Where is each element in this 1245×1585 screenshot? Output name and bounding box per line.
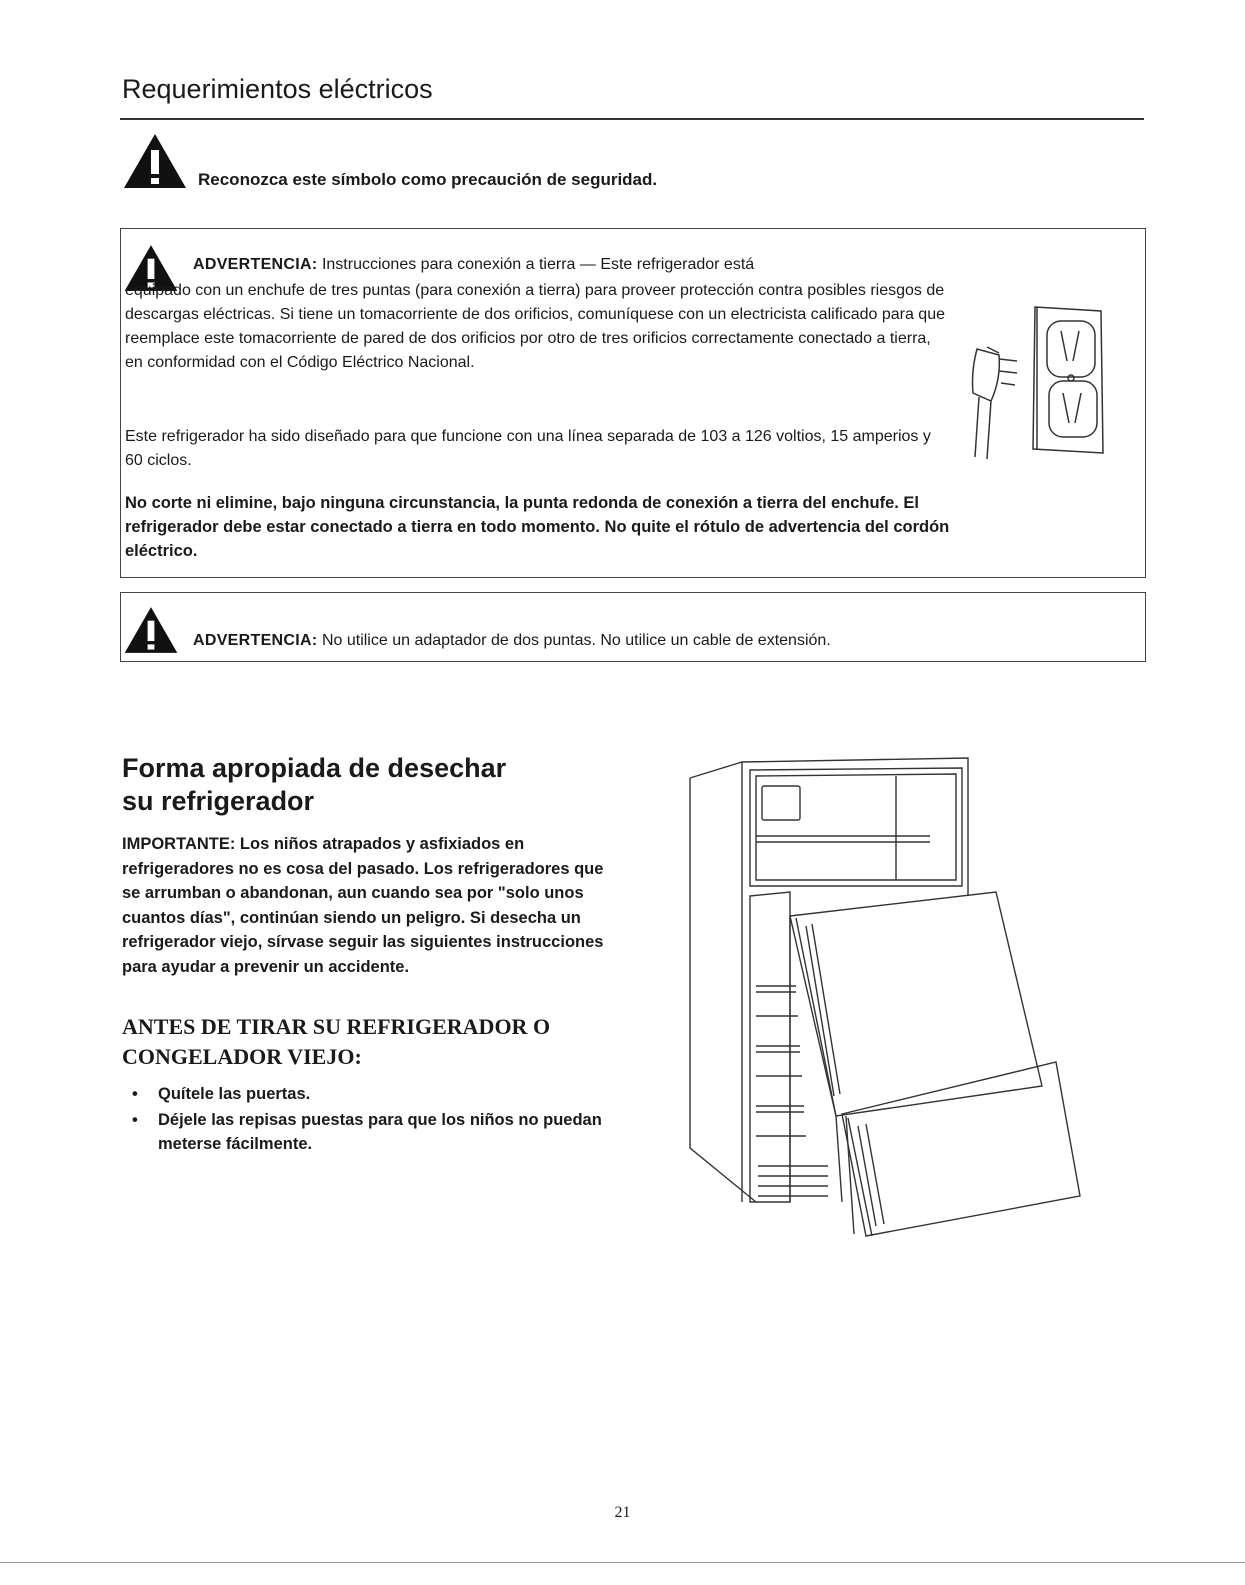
adapter-warning-box: [120, 592, 1146, 662]
disposal-steps-list: [122, 1082, 642, 1158]
voltage-requirements: Este refrigerador ha sido diseñado para que funcione con una línea separada de 103 a 126 voltios, 15 amperios y 60 ciclos.: [125, 428, 931, 469]
step-text: Quítele las puertas.: [158, 1085, 311, 1103]
grounding-prong-warning: No corte ni elimine, bajo ninguna circunstancia, la punta redonda de conexión a tierra del enchufe. El refrigerador debe estar conectado a tierra en todo momento. No quite el rótulo de advertencia del cordón eléctrico.: [125, 494, 950, 560]
before-disposal-heading: ANTES DE TIRAR SU REFRIGERADOR O CONGELADOR VIEJO:: [122, 1014, 551, 1069]
list-item: [122, 1108, 642, 1156]
disposal-title-line2: su refrigerador: [122, 786, 315, 816]
warning-text-line1: Instrucciones para conexión a tierra — Este refrigerador está: [321, 256, 755, 273]
warning-heading-line: [193, 253, 754, 277]
bullet-icon: •: [132, 1085, 138, 1103]
warning-label: ADVERTENCIA:: [193, 256, 318, 273]
adapter-warning-text: [193, 629, 1133, 653]
warning-triangle-icon: [122, 132, 188, 190]
safety-symbol-note: Reconozca este símbolo como precaución de seguridad.: [198, 170, 658, 189]
title-divider: [120, 118, 1144, 120]
bottom-divider: [0, 1562, 1245, 1563]
adapter-warning-body: No utilice un adaptador de dos puntas. No utilice un cable de extensión.: [321, 632, 831, 649]
three-prong-plug-illustration: [957, 289, 1117, 469]
grounding-instructions: equipado con un enchufe de tres puntas (para conexión a tierra) para proveer protección contra posibles riesgos de descargas eléctricas. Si tiene un tomacorriente de dos orificios, comuníquese con un electricista calificado para que reemplace este tomacorriente de pared de dos orificios por otro de tres orificios correctamente conectado a tierra, en conformidad con el Código Eléctrico Nacional.: [125, 282, 945, 371]
important-paragraph: IMPORTANTE: Los niños atrapados y asfixiados en refrigeradores no es cosa del pasado. Los refrigeradores que se arrumban o abandonan, aun cuando sea por "solo unos cuantos días", continúan siendo un peligro. Si desecha un refrigerador viejo, sírvase seguir las siguientes instrucciones para ayudar a prevenir un accidente.: [122, 835, 604, 976]
warning-triangle-icon: [123, 605, 179, 655]
page-number: 21: [614, 1504, 631, 1521]
step-text: Déjele las repisas puestas para que los niños no puedan meterse fácilmente.: [158, 1111, 602, 1153]
grounding-warning-box: [120, 228, 1146, 578]
refrigerator-illustration: [686, 756, 1086, 1240]
disposal-title: [122, 752, 602, 818]
list-item: [122, 1082, 642, 1106]
section-title: Requerimientos eléctricos: [122, 74, 433, 104]
bullet-icon: •: [132, 1111, 138, 1129]
warning-label: ADVERTENCIA:: [193, 632, 318, 649]
disposal-title-line1: Forma apropiada de desechar: [122, 753, 507, 783]
